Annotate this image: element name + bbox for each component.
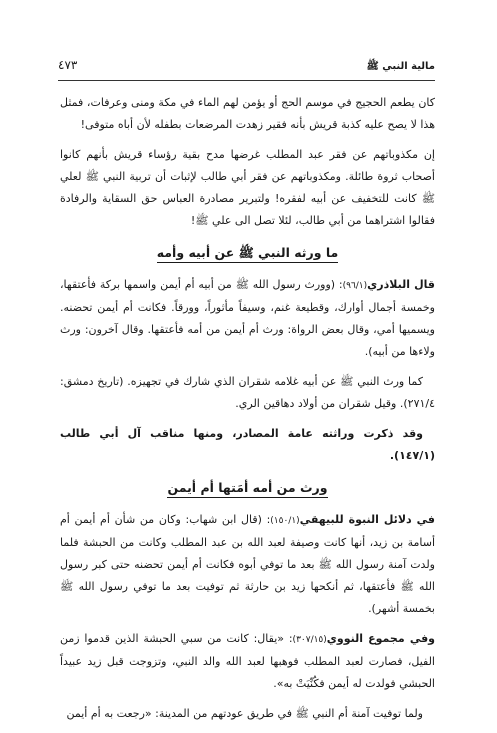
section-heading-text: ورث من أمه أمَتها أم أيمن <box>167 480 327 498</box>
source-reference: (١٥٠/١) <box>270 516 300 526</box>
section-heading <box>60 242 435 264</box>
source-name: في دلائل النبوة للبيهقي <box>299 513 435 526</box>
header-rule <box>58 80 435 81</box>
section-heading <box>60 477 435 499</box>
paragraph: كان يطعم الحجيج في موسم الحج أو يؤمن لهم الماء في مكة ومنى وعرفات، فمثل هذا لا يصح عليه كذبة قريش بأنه فقير زهدت المرضعات بطفله لأن أباه متوفى! <box>60 96 435 131</box>
paragraph-text: : (وورث رسول الله ﷺ من أبيه أم أيمن واسمها بركة فأعتقها، وخمسة أجمال أوارك، وقطيعة غنم، وسيفاً مأثوراً، وورقاً. فكانت أم أيمن تحضنه. ويسميها أمي، وقال بعض الرواة: ورث أم أيمن من أمه فأعتقها. وقال آخرون: ورث ولاءها من أبيه). <box>60 278 435 358</box>
page-header <box>58 58 435 78</box>
source-name: وفي مجموع النووي <box>326 632 435 645</box>
page-body <box>60 92 435 733</box>
paragraph: ولما توفيت آمنة أم النبي ﷺ في طريق عودتهم من المدينة: «رجعت به أم أيمن <box>66 707 423 720</box>
page-number: ٤٧٣ <box>58 58 78 72</box>
source-reference: (٣٠٧/١٥) <box>292 635 327 645</box>
paragraph <box>60 274 435 363</box>
running-title: مالية النبي ﷺ <box>366 61 435 72</box>
paragraph-text: : «يقال: كانت من سبي الحبشة الذين قدموا زمن الفيل، فصارت لعبد المطلب فوهبها لعبد الله والد النبي، وتزوجت قبل زيد عبيداً الحبشي فولدت له أيمن فكُنِّيَتْ به». <box>60 632 435 690</box>
paragraph: كما ورث النبي ﷺ عن أبيه غلامه شقران الذي شارك في تجهيزه. (تاريخ دمشق: ٢٧١/٤). وقيل شقران من أولاد دهاقين الري. <box>60 375 435 410</box>
paragraph-text: : (قال ابن شهاب: وكان من شأن أم أيمن أم أسامة بن زيد، أنها كانت وصيفة لعبد الله بن عبد المطلب وكانت من الحبشة فلما ولدت آمنة رسول الله ﷺ بعد ما توفي أبوه فكانت أم أيمن تحضنه حتى كبر رسول الله ﷺ فأعتقها، ثم أنكحها زيد بن حارثة ثم توفيت بعد ما توفي رسول الله ﷺ بخمسة أشهر). <box>60 513 435 615</box>
paragraph: إن مكذوباتهم عن فقر عبد المطلب غرضها مدح بقية رؤساء قريش بأنهم كانوا أصحاب ثروة طائلة. ومكذوباتهم عن فقر أبي طالب لإثبات أن تربية النبي ﷺ لعلي ﷺ كانت للتخفيف عن أبيه لفقره! ولتبرير مصادرة العباس حق السقاية والرفادة فقالوا اشتراهما من أبي طالب، لئلا تصل الى علي ﷺ! <box>60 148 435 227</box>
source-name: قال البلاذري <box>367 278 435 291</box>
source-reference: (٩٦/١) <box>342 281 368 291</box>
paragraph <box>60 509 435 620</box>
section-heading-text: ما ورثه النبي ﷺ عن أبيه وأمه <box>157 245 339 263</box>
paragraph <box>60 628 435 695</box>
paragraph: وقد ذكرت وراثته عامة المصادر، ومنها مناقب آل أبي طالب (١٤٧/١). <box>60 427 435 462</box>
